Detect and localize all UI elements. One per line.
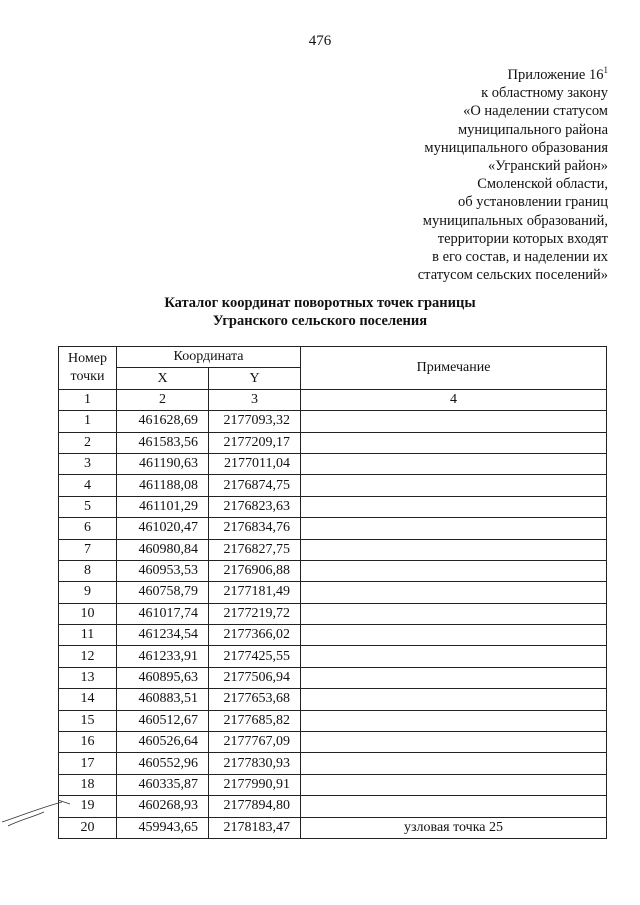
x-coordinate-cell: 460758,79 (117, 582, 209, 603)
appendix-title: Приложение 16 (507, 67, 604, 83)
x-coordinate-cell: 461583,56 (117, 432, 209, 453)
note-cell (301, 796, 607, 817)
point-number-cell: 5 (59, 496, 117, 517)
appendix-line: муниципального района (458, 121, 608, 138)
point-number-cell: 2 (59, 432, 117, 453)
table-row (59, 753, 607, 774)
y-coordinate-cell: 2177425,55 (209, 646, 301, 667)
note-cell (301, 625, 607, 646)
note-cell (301, 689, 607, 710)
catalog-title-line: Угранского сельского поселения (212, 313, 428, 329)
index-cell: 2 (117, 389, 209, 410)
point-number-cell: 1 (59, 411, 117, 432)
index-cell: 1 (59, 389, 117, 410)
y-coordinate-cell: 2177209,17 (209, 432, 301, 453)
header-point-number: Номер точки (59, 347, 117, 390)
appendix-line (288, 66, 608, 84)
x-coordinate-cell: 461101,29 (117, 496, 209, 517)
note-cell (301, 475, 607, 496)
point-number-cell: 7 (59, 539, 117, 560)
y-coordinate-cell: 2177093,32 (209, 411, 301, 432)
y-coordinate-cell: 2177506,94 (209, 667, 301, 688)
point-number-cell: 3 (59, 453, 117, 474)
appendix-line: муниципальных образований, (422, 212, 608, 229)
appendix-line: об установлении границ (457, 194, 608, 211)
point-number-cell: 10 (59, 603, 117, 624)
x-coordinate-cell: 461233,91 (117, 646, 209, 667)
note-cell: узловая точка 25 (301, 817, 607, 838)
note-cell (301, 774, 607, 795)
y-coordinate-cell: 2176827,75 (209, 539, 301, 560)
y-coordinate-cell: 2177181,49 (209, 582, 301, 603)
note-cell (301, 646, 607, 667)
table-row (59, 560, 607, 581)
index-cell: 4 (301, 389, 607, 410)
appendix-line: Смоленской области, (477, 176, 608, 193)
header-x: X (117, 368, 209, 389)
table-body (59, 411, 607, 839)
point-number-cell: 15 (59, 710, 117, 731)
point-number-cell: 11 (59, 625, 117, 646)
table-row (59, 689, 607, 710)
header-y: Y (209, 368, 301, 389)
x-coordinate-cell: 461234,54 (117, 625, 209, 646)
x-coordinate-cell: 460335,87 (117, 774, 209, 795)
table-row (59, 667, 607, 688)
x-coordinate-cell: 461020,47 (117, 518, 209, 539)
note-cell (301, 603, 607, 624)
note-cell (301, 753, 607, 774)
header-note: Примечание (301, 347, 607, 390)
point-number-cell: 8 (59, 560, 117, 581)
table-row (59, 710, 607, 731)
note-cell (301, 432, 607, 453)
pen-scribble (0, 790, 90, 840)
appendix-line: муниципального образования (424, 139, 608, 156)
y-coordinate-cell: 2177219,72 (209, 603, 301, 624)
note-cell (301, 453, 607, 474)
table-row (59, 646, 607, 667)
note-cell (301, 710, 607, 731)
appendix-line: статусом сельских поселений» (417, 267, 608, 284)
appendix-line: в его состав, и наделении их (432, 249, 608, 266)
note-cell (301, 667, 607, 688)
point-number-cell: 6 (59, 518, 117, 539)
x-coordinate-cell: 460552,96 (117, 753, 209, 774)
note-cell (301, 411, 607, 432)
y-coordinate-cell: 2176834,76 (209, 518, 301, 539)
y-coordinate-cell: 2176823,63 (209, 496, 301, 517)
index-cell: 3 (209, 389, 301, 410)
y-coordinate-cell: 2177011,04 (209, 453, 301, 474)
appendix-line: «О наделении статусом (463, 103, 608, 120)
x-coordinate-cell: 460883,51 (117, 689, 209, 710)
note-cell (301, 518, 607, 539)
point-number-cell: 12 (59, 646, 117, 667)
note-cell (301, 539, 607, 560)
table-row (59, 582, 607, 603)
header-coordinate: Координата (117, 347, 301, 368)
y-coordinate-cell: 2177653,68 (209, 689, 301, 710)
point-number-cell: 13 (59, 667, 117, 688)
table-row (59, 453, 607, 474)
point-number-cell: 9 (59, 582, 117, 603)
x-coordinate-cell: 461188,08 (117, 475, 209, 496)
note-cell (301, 560, 607, 581)
table-header-row (59, 347, 607, 368)
note-cell (301, 496, 607, 517)
catalog-title-line: Каталог координат поворотных точек границы (164, 295, 476, 311)
appendix-superscript: 1 (603, 65, 608, 75)
table-row (59, 432, 607, 453)
x-coordinate-cell: 461017,74 (117, 603, 209, 624)
x-coordinate-cell: 461190,63 (117, 453, 209, 474)
table-row (59, 774, 607, 795)
y-coordinate-cell: 2176874,75 (209, 475, 301, 496)
y-coordinate-cell: 2177366,02 (209, 625, 301, 646)
x-coordinate-cell: 460526,64 (117, 732, 209, 753)
point-number-cell: 18 (59, 774, 117, 795)
table-index-row (59, 389, 607, 410)
point-number-cell: 20 (59, 817, 117, 838)
note-cell (301, 732, 607, 753)
table-row (59, 518, 607, 539)
table-row (59, 732, 607, 753)
appendix-line: территории которых входят (437, 230, 608, 247)
note-cell (301, 582, 607, 603)
page-number: 476 (308, 33, 332, 49)
y-coordinate-cell: 2176906,88 (209, 560, 301, 581)
point-number-cell: 4 (59, 475, 117, 496)
appendix-header (288, 66, 608, 284)
point-number-cell: 19 (59, 796, 117, 817)
table-row (59, 625, 607, 646)
table-row (59, 475, 607, 496)
table-row (59, 817, 607, 838)
x-coordinate-cell: 460895,63 (117, 667, 209, 688)
point-number-cell: 16 (59, 732, 117, 753)
appendix-line: «Угранский район» (488, 158, 608, 175)
appendix-line: к областному закону (481, 85, 608, 102)
point-number-cell: 14 (59, 689, 117, 710)
y-coordinate-cell: 2177685,82 (209, 710, 301, 731)
x-coordinate-cell: 460953,53 (117, 560, 209, 581)
table-row (59, 603, 607, 624)
x-coordinate-cell: 460980,84 (117, 539, 209, 560)
y-coordinate-cell: 2178183,47 (209, 817, 301, 838)
y-coordinate-cell: 2177894,80 (209, 796, 301, 817)
x-coordinate-cell: 460268,93 (117, 796, 209, 817)
x-coordinate-cell: 460512,67 (117, 710, 209, 731)
x-coordinate-cell: 459943,65 (117, 817, 209, 838)
table-row (59, 496, 607, 517)
coordinates-table (58, 346, 607, 839)
table-row (59, 539, 607, 560)
point-number-cell: 17 (59, 753, 117, 774)
table-row (59, 796, 607, 817)
y-coordinate-cell: 2177830,93 (209, 753, 301, 774)
table-row (59, 411, 607, 432)
y-coordinate-cell: 2177767,09 (209, 732, 301, 753)
y-coordinate-cell: 2177990,91 (209, 774, 301, 795)
catalog-title (0, 294, 640, 330)
x-coordinate-cell: 461628,69 (117, 411, 209, 432)
